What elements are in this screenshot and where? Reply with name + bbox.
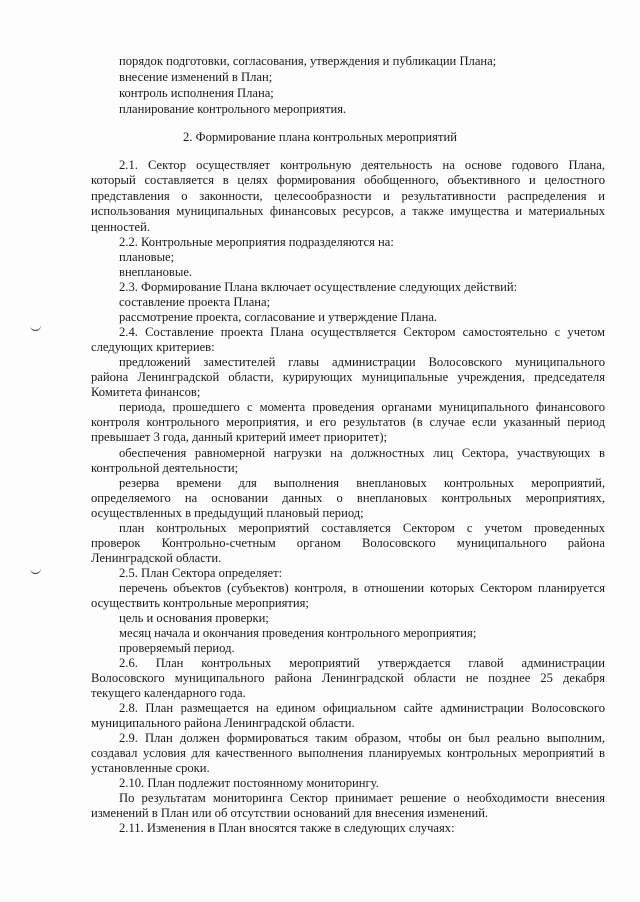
paragraph-line: 2.6. План контрольных мероприятий утверждается главой администрации [119,656,605,670]
paragraph-line: который составляется в целях формирования обобщенного, объективного и целостного [91,173,605,187]
list-item: перечень объектов (субъектов) контроля, в отношении которых Сектором планируется [119,581,605,595]
paragraph-line: следующих критериев: [91,340,215,354]
paragraph-line: Волосовского муниципального района Ленинградской области не позднее 25 декабря [91,671,605,685]
list-item: контроль исполнения Плана; [119,86,274,100]
paragraph-line: 2.9. План должен формироваться таким образом, чтобы он был реально выполним, [119,731,605,745]
list-item: проверяемый период. [119,641,235,655]
paragraph-line: резерва времени для выполнения внеплановых контрольных мероприятий, [119,476,605,490]
paragraph-line: контрольной деятельности; [91,461,239,475]
paragraph-line: 2.4. Составление проекта Плана осуществляется Сектором самостоятельно с учетом [119,325,605,339]
paragraph-line: превышает 3 года, данный критерий имеет приоритет); [91,430,388,444]
list-item: месяц начала и окончания проведения контрольного мероприятия; [119,626,477,640]
paragraph-line: изменений в План или об отсутствии оснований для внесения изменений. [91,806,489,820]
list-item: внесение изменений в План; [119,70,273,84]
binding-mark-bottom [30,567,41,574]
paragraph-line: периода, прошедшего с момента проведения органами муниципального финансового [119,400,605,414]
paragraph-line: предложений заместителей главы администрации Волосовского муниципального [119,355,605,369]
list-item: рассмотрение проекта, согласование и утверждение Плана. [119,310,438,324]
paragraph-line: текущего календарного года. [91,686,246,700]
paragraph-line: установленные сроки. [91,761,210,775]
list-item: порядок подготовки, согласования, утверждения и публикации Плана; [119,54,497,68]
paragraph-line: представления о законности, целесообразности и результативности распределения и [91,189,605,203]
paragraph-line: использования муниципальных финансовых ресурсов, а также имущества и материальных [91,204,605,218]
paragraph-line: план контрольных мероприятий составляется Сектором с учетом проведенных [119,521,605,535]
paragraph-line: создавал условия для качественного выполнения планируемых контрольных мероприятий в [91,746,605,760]
paragraph-line: По результатам мониторинга Сектор принимает решение о необходимости внесения [119,791,605,805]
paragraph-line: 2.1. Сектор осуществляет контрольную деятельность на основе годового Плана, [119,158,605,172]
list-item: планирование контрольного мероприятия. [119,102,347,116]
list-item: осуществить контрольные мероприятия; [91,596,309,610]
paragraph-line: обеспечения равномерной нагрузки на должностных лиц Сектора, участвующих в [119,446,605,460]
paragraph-line: осуществленных в предыдущий плановый период; [91,506,364,520]
list-item: внеплановые. [119,265,193,279]
paragraph-line: 2.10. План подлежит постоянному мониторингу. [119,776,379,790]
paragraph-line: 2.5. План Сектора определяет: [119,566,283,580]
paragraph-line: Ленинградской области. [91,551,222,565]
binding-mark-top [30,324,41,331]
list-item: цель и основания проверки; [119,611,269,625]
section-heading: 2. Формирование плана контрольных мероприятий [183,130,457,144]
paragraph-line: определяемого на основании данных о внеплановых контрольных мероприятиях, [91,491,605,505]
paragraph-line: муниципального района Ленинградской области. [91,716,355,730]
paragraph-line: района Ленинградской области, курирующих муниципальные учреждения, председателя [91,370,605,384]
paragraph-line: 2.2. Контрольные мероприятия подразделяются на: [119,235,394,249]
paragraph-line: 2.3. Формирование Плана включает осуществление следующих действий: [119,280,518,294]
list-item: составление проекта Плана; [119,295,271,309]
paragraph-line: контроля контрольного мероприятия, и его результатов (в случае если указанный период [91,415,605,429]
list-item: плановые; [119,250,175,264]
paragraph-line: ценностей. [91,220,150,234]
paragraph-line: проверок Контрольно-счетным органом Волосовского муниципального района [91,536,605,550]
paragraph-line: Комитета финансов; [91,385,201,399]
paragraph-line: 2.11. Изменения в План вносятся также в следующих случаях: [119,821,455,835]
paragraph-line: 2.8. План размещается на едином официальном сайте администрации Волосовского [119,701,605,715]
